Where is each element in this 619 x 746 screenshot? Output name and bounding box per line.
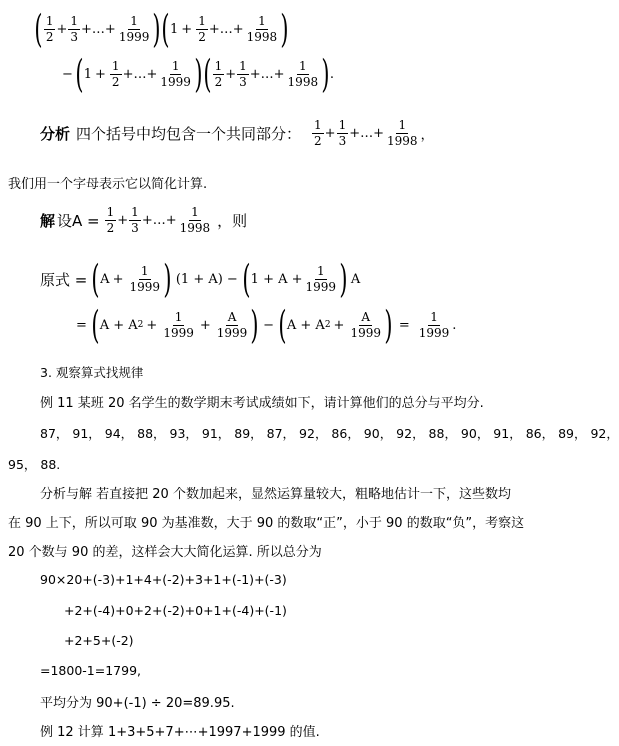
right-paren: ) (321, 52, 330, 96)
fraction: $\frac{1}{1998}$ (246, 13, 278, 44)
right-paren: ) (194, 52, 203, 96)
analysis2-line-3: 20 个数与 90 的差，这样会大大简化运算. 所以总分为 (8, 545, 322, 560)
left-paren: ( (161, 7, 170, 51)
analysis2-line-2: 在 90 上下，所以可取 90 为基准数，大于 90 的数取“正”，小于 90 的数取“负”，考察这 (8, 516, 525, 531)
calc-line-2: +2+(-4)+0+2+(-2)+0+1+(-4)+(-1) (64, 603, 287, 618)
fraction: $\frac{1}{1999}$ (118, 13, 150, 44)
fraction: $\frac{1}{3}$ (70, 13, 79, 44)
scores-line-2: 95， 88. (8, 457, 61, 472)
left-paren: ( (34, 7, 43, 51)
solution-line: 解 设A = 1 2 + $\frac{1}{3}$ +…+ $\frac{1}{1998}$ ，则 (40, 205, 248, 235)
average-line: 平均分为 90+(-1) ÷ 20=89.95. (40, 696, 235, 711)
example-12: 例 12 计算 1+3+5+7+⋯+1997+1999 的值. (40, 725, 320, 740)
calc-line-1: 90×20+(-3)+1+4+(-2)+3+1+(-1)+(-3) (40, 572, 287, 587)
right-paren: ) (280, 7, 289, 51)
solution-formula: 1 2 + $\frac{1}{3}$ +…+ $\frac{1}{1998}$ (106, 205, 211, 235)
original-label: 原式 = (40, 270, 88, 289)
scores-line-1: 87， 91， 94， 88， 93， 91， 89， 87， 92， 86， 90， 92， 88， 90， 91， 86， 89， 92， (40, 426, 619, 441)
fraction: 1 2 (214, 58, 223, 89)
left-paren: ( (203, 52, 212, 96)
calc-line-4: =1800-1=1799, (40, 663, 142, 678)
fraction: $\frac{1}{3}$ (239, 58, 247, 89)
analysis2-line-1: 分析与解 若直接把 20 个数加起来，显然运算量较大，粗略地估计一下，这些数均 (40, 487, 511, 502)
original-line2: = ( A + A 2 + $\frac{1}{1999}$ + $\frac{A}{1999}$ ) − ( A + A 2 + $\frac{A}{1999}$ ) = $\frac{1}{1999}$ . (76, 303, 457, 347)
fraction: 1 2 (45, 13, 54, 44)
formula1-row1: ( 1 2 + $\frac{1}{3}$ +…+ $\frac{1}{1999}$ ) ( 1 + $\frac{1}{2}$ +…+ $\frac{1}{1998}$ ) (34, 7, 289, 51)
solution-label: 解 (40, 212, 56, 230)
calc-line-3: +2+5+(-2) (64, 633, 134, 648)
example-11: 例 11 某班 20 名学生的数学期末考试成绩如下，请计算他们的总分与平均分. (40, 396, 484, 411)
fraction: $\frac{1}{2}$ (111, 58, 120, 89)
fraction: $\frac{1}{2}$ (198, 13, 206, 44)
formula1-row2: − ( 1 + $\frac{1}{2}$ +…+ $\frac{1}{1999}$ ) ( 1 2 + $\frac{1}{3}$ +…+ $\frac{1}{1998}$ ) . (62, 52, 335, 96)
analysis-label: 分析 (40, 125, 71, 143)
letter-line: 我们用一个字母表示它以简化计算. (8, 177, 208, 192)
analysis-line (40, 118, 434, 149)
fraction: $\frac{1}{1998}$ (287, 58, 319, 89)
left-paren: ( (75, 52, 84, 96)
section-3-heading: 3. 观察算式找规律 (40, 365, 144, 380)
analysis-formula: 1 2 + $\frac{1}{3}$ +…+ $\frac{1}{1998}$ ， (314, 118, 434, 148)
analysis-text: 四个括号中均包含一个共同部分： (76, 125, 302, 143)
original-line1: 原式 = ( A + $\frac{1}{1999}$ ) (1 + A) − ( 1 + A + $\frac{1}{1999}$ ) A (40, 257, 361, 301)
solution-text: 设A = (57, 212, 100, 230)
right-paren: ) (152, 7, 161, 51)
fraction: $\frac{1}{1999}$ (160, 58, 191, 89)
